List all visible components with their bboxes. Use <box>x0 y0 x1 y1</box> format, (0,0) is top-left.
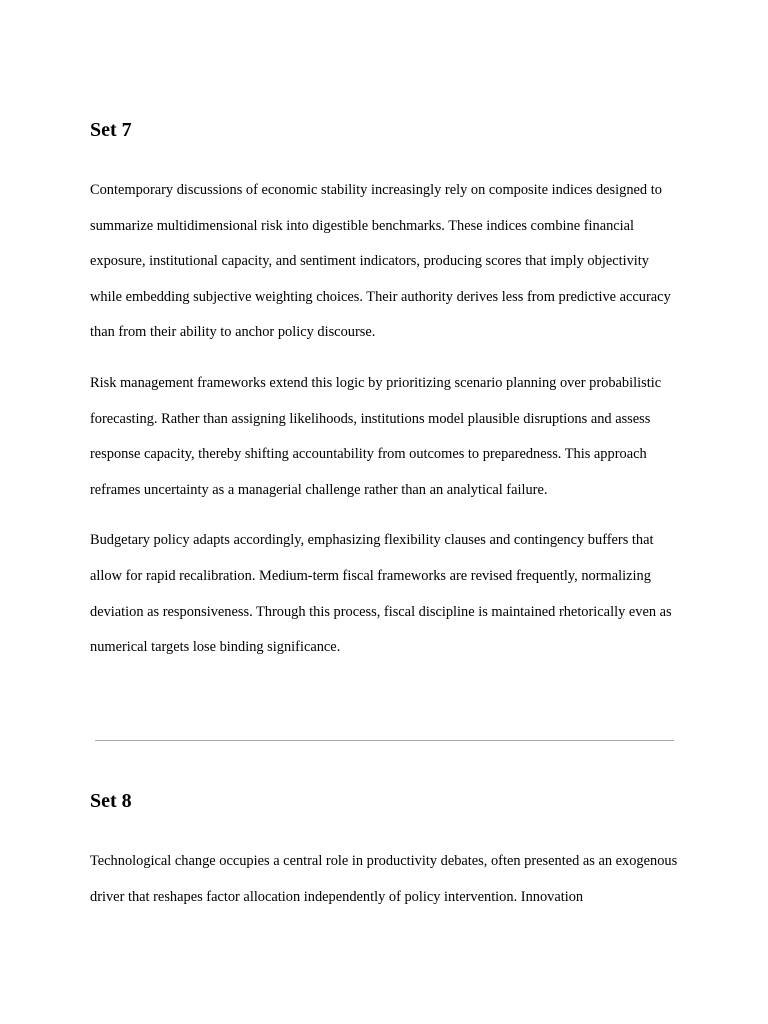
paragraph: Technological change occupies a central role in productivity debates, often presented as an exogenous driver that reshapes factor allocation independently of policy intervention. Innovation <box>90 853 678 905</box>
section-body-set-7 <box>90 173 680 666</box>
paragraph: Risk management frameworks extend this logic by prioritizing scenario planning over probabilistic forecasting. Rather than assigning likelihoods, institutions model plausible disruptions and assess response capacity, thereby shifting accountability from outcomes to preparedness. This approach reframes uncertainty as a managerial challenge rather than an analytical failure. <box>90 374 662 498</box>
section-body-set-8 <box>90 844 682 915</box>
section-heading-set-8: Set 8 <box>90 790 132 812</box>
paragraph: Contemporary discussions of economic stability increasingly rely on composite indices designed to summarize multidimensional risk into digestible benchmarks. These indices combine financial exposure, institutional capacity, and sentiment indicators, producing scores that imply objectivity while embedding subjective weighting choices. Their authority derives less from predictive accuracy than from their ability to anchor policy discourse. <box>90 182 671 341</box>
section-divider <box>95 740 674 741</box>
paragraph: Budgetary policy adapts accordingly, emphasizing flexibility clauses and contingency buffers that allow for rapid recalibration. Medium-term fiscal frameworks are revised frequently, normalizing deviation as responsiveness. Through this process, fiscal discipline is maintained rhetorically even as numerical targets lose binding significance. <box>90 532 672 656</box>
section-heading-set-7: Set 7 <box>90 119 132 141</box>
